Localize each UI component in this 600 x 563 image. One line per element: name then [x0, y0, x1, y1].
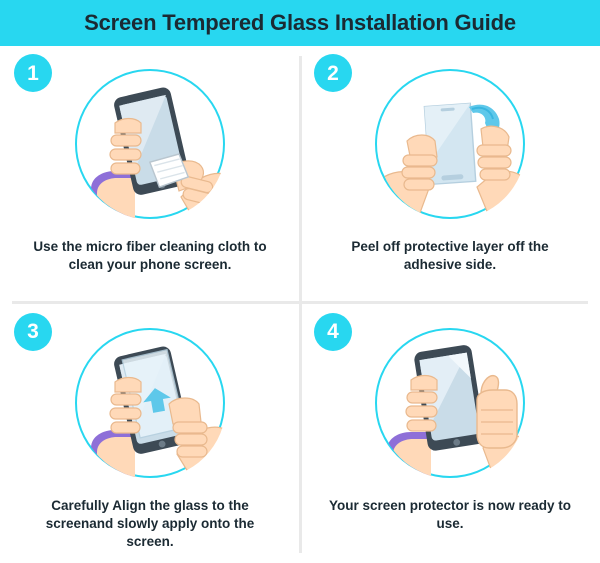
- illustration-circle-2: [375, 69, 525, 219]
- illustration-circle-4: [375, 328, 525, 478]
- step-illustration-2: [318, 60, 582, 228]
- hand-holding-phone-thumbs-up-icon: [377, 330, 527, 480]
- step-number-badge-3: 3: [14, 313, 52, 351]
- step-caption-4: Your screen protector is now ready to use.: [328, 497, 572, 531]
- step-illustration-4: [318, 319, 582, 487]
- step-caption-1: Use the micro fiber cleaning cloth to clean your phone screen.: [33, 239, 267, 273]
- illustration-circle-1: [75, 69, 225, 219]
- step-caption-2: Peel off protective layer off the adhesive side.: [351, 239, 549, 273]
- hand-aligning-glass-onto-phone-icon: [77, 330, 227, 480]
- step-number-badge-1: 1: [14, 54, 52, 92]
- step-card-4: [300, 305, 600, 563]
- step-card-1: [0, 46, 300, 305]
- step-card-2: [300, 46, 600, 305]
- step-illustration-3: [18, 319, 282, 487]
- step-caption-3: Carefully Align the glass to the screenand slowly apply onto the screen.: [45, 497, 255, 549]
- page-title: Screen Tempered Glass Installation Guide: [84, 10, 516, 35]
- step-illustration-1: [18, 60, 282, 228]
- poster-header: [0, 0, 600, 46]
- hand-holding-phone-with-cleaning-cloth-icon: [77, 71, 227, 221]
- two-hands-peeling-protective-film-icon: [377, 71, 527, 221]
- step-card-3: [0, 305, 300, 563]
- step-number-badge-4: 4: [314, 313, 352, 351]
- step-number-badge-2: 2: [314, 54, 352, 92]
- illustration-circle-3: [75, 328, 225, 478]
- steps-grid: [0, 46, 600, 563]
